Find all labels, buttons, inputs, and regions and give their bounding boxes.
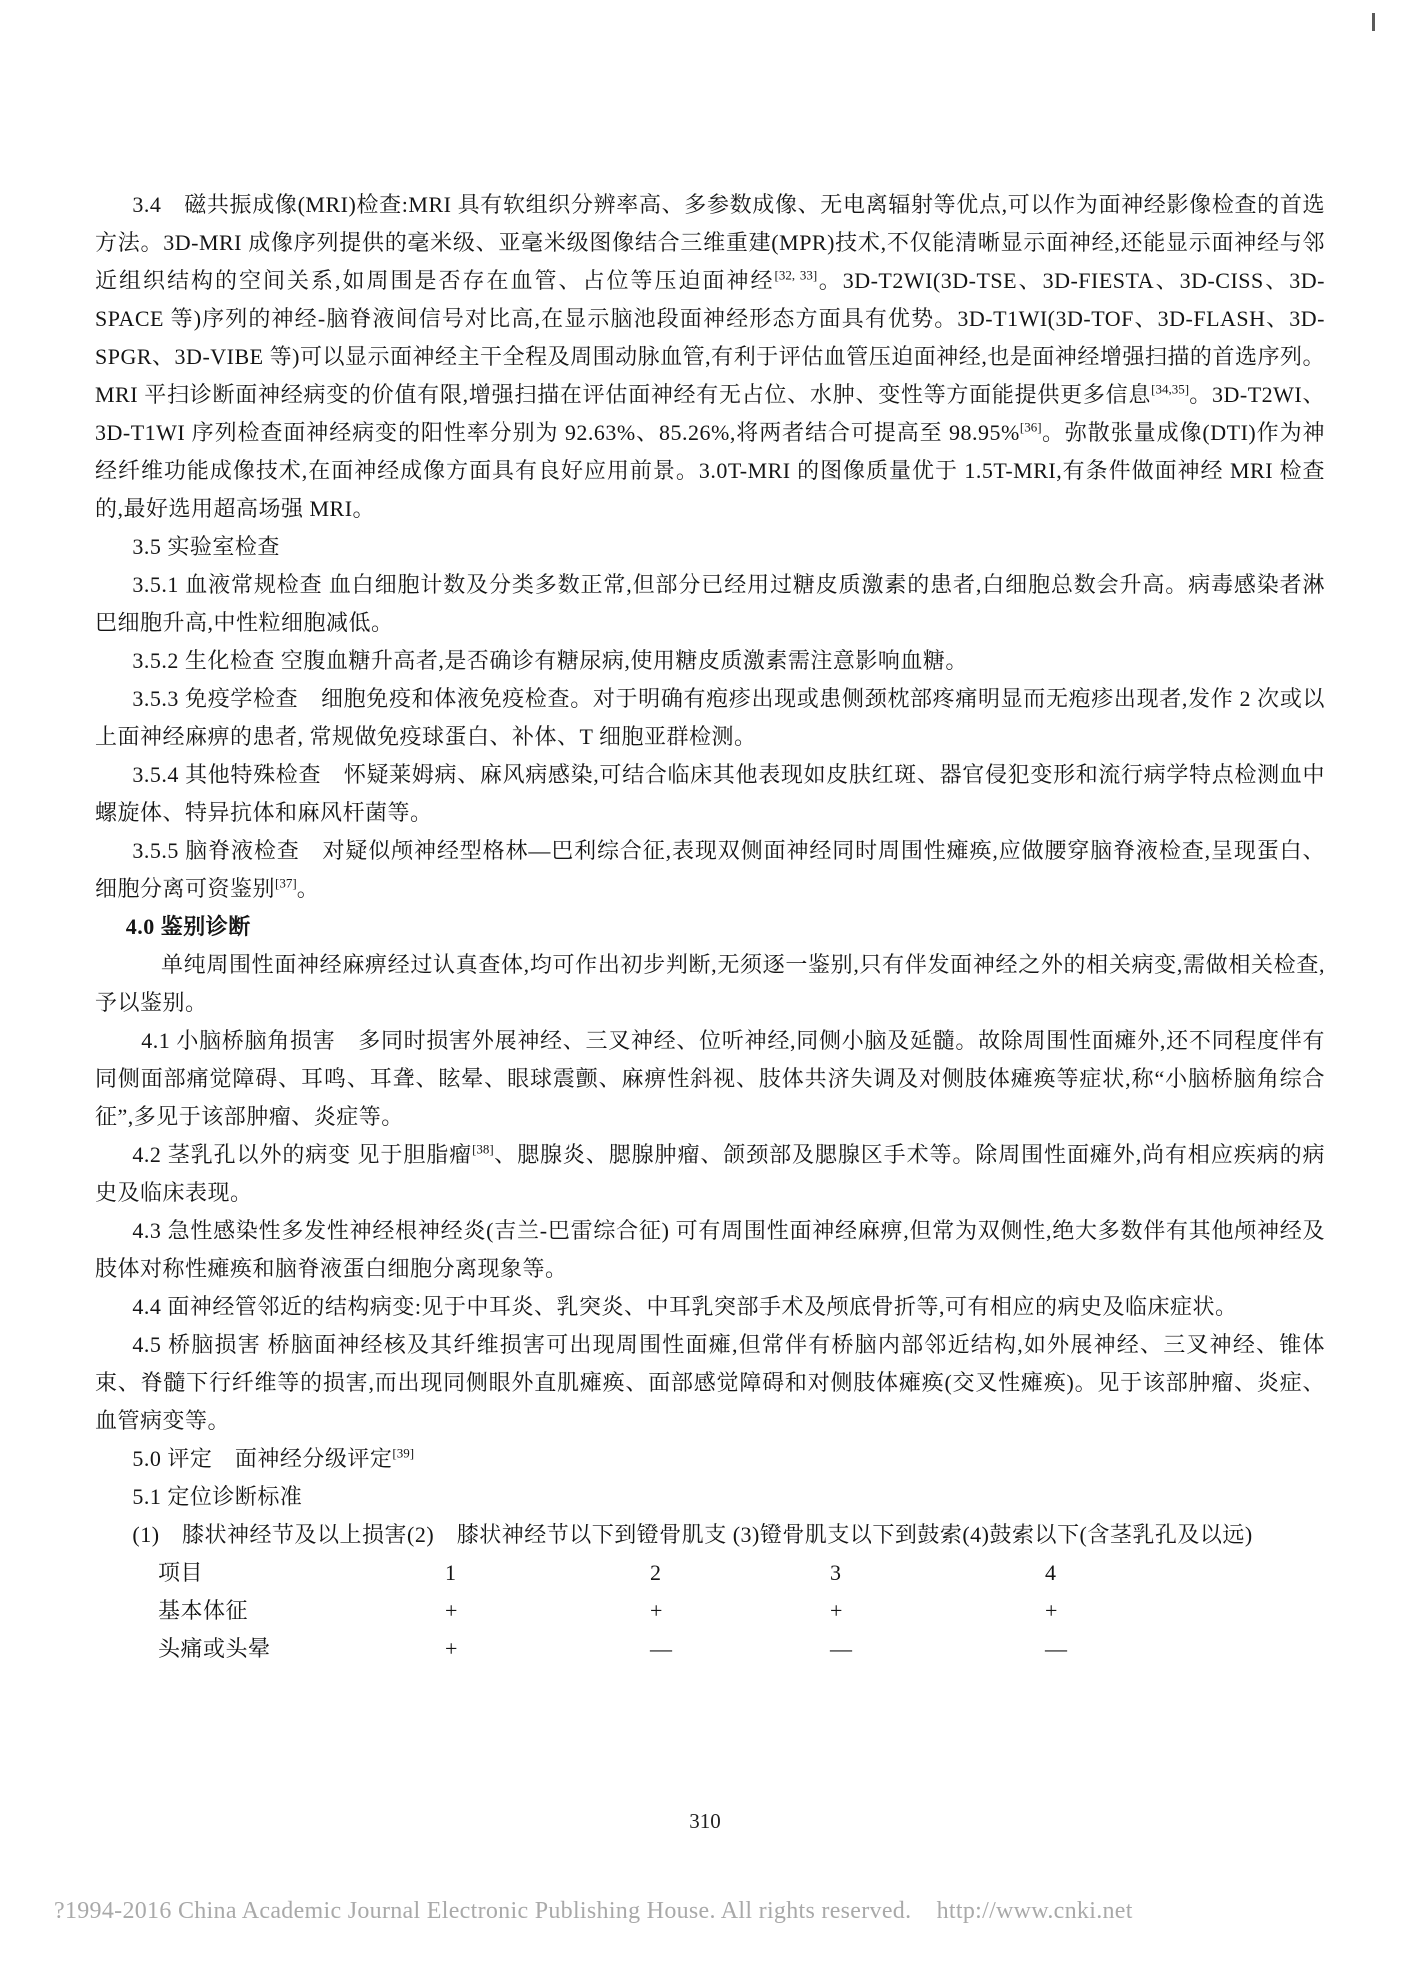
text-run: 4.5 桥脑损害 桥脑面神经核及其纤维损害可出现周围性面瘫,但常伴有桥脑内部邻近结构,如外展神经、三叉神经、锥体束、脊髓下行纤维等的损害,而出现同侧眼外直肌瘫痪、面部感觉障碍和对侧肢体瘫痪(交叉性瘫痪)。见于该部肿瘤、炎症、血管病变等。 bbox=[95, 1332, 1325, 1433]
page-number: 310 bbox=[689, 1809, 721, 1833]
text-run: 4.2 茎乳孔以外的病变 见于胆脂瘤 bbox=[132, 1142, 473, 1167]
table-header-col2: 2 bbox=[650, 1560, 662, 1585]
text-run: 3.5.2 生化检查 空腹血糖升高者,是否确诊有糖尿病,使用糖皮质激素需注意影响血糖。 bbox=[132, 648, 968, 673]
para-4-3-gbs bbox=[95, 1212, 1325, 1288]
table-row-0-col0: 基本体征 bbox=[158, 1598, 249, 1623]
table-row-1-col0: 头痛或头晕 bbox=[158, 1636, 271, 1661]
text-run: 5.1 定位诊断标准 bbox=[132, 1484, 303, 1509]
text-run: 3.5.4 其他特殊检查 怀疑莱姆病、麻风病感染,可结合临床其他表现如皮肤红斑、器官侵犯变形和流行病学特点检测血中螺旋体、特异抗体和麻风杆菌等。 bbox=[95, 762, 1325, 825]
para-3-5-4-special bbox=[95, 756, 1325, 832]
table-header-col0: 项目 bbox=[158, 1560, 204, 1585]
text-run: 3.5 实验室检查 bbox=[132, 534, 280, 559]
table-row-0-col2: + bbox=[650, 1598, 663, 1623]
para-3-4-mri bbox=[95, 186, 1325, 528]
text-run: 5.0 评定 面神经分级评定 bbox=[132, 1446, 393, 1471]
copyright-footer: ?1994-2016 China Academic Journal Electronic Publishing House. All rights reserved. http://www.cnki.net bbox=[54, 1898, 1133, 1924]
text-run: 4.0 鉴别诊断 bbox=[125, 914, 251, 939]
table-row-1-col2: — bbox=[650, 1636, 673, 1661]
para-4-0-intro bbox=[95, 946, 1325, 1022]
citation-ref: [39] bbox=[392, 1445, 415, 1461]
text-run: 。弥散张量成像(DTI)作为神经纤维功能成像技术,在面神经成像方面具有良好应用前景。3.0T-MRI 的图像质量优于 1.5T-MRI,有条件做面神经 MRI 检查的,最好选用超高场强 MRI。 bbox=[95, 420, 1325, 521]
document-body bbox=[95, 186, 1325, 1668]
para-4-2-stylomastoid bbox=[95, 1136, 1325, 1212]
citation-ref: [38] bbox=[472, 1141, 494, 1157]
text-run: 4.3 急性感染性多发性神经根神经炎(吉兰-巴雷综合征) 可有周围性面神经麻痹,但常为双侧性,绝大多数伴有其他颅神经及肢体对称性瘫痪和脑脊液蛋白细胞分离现象等。 bbox=[95, 1218, 1325, 1281]
text-run: 3.5.5 脑脊液检查 对疑似颅神经型格林—巴利综合征,表现双侧面神经同时周围性瘫痪,应做腰穿脑脊液检查,呈现蛋白、细胞分离可资鉴别 bbox=[95, 838, 1325, 901]
para-4-0-heading bbox=[95, 908, 1325, 946]
para-3-5-2-biochem bbox=[95, 642, 1325, 680]
text-run: 3.5.3 免疫学检查 细胞免疫和体液免疫检查。对于明确有疱疹出现或患侧颈枕部疼痛明显而无疱疹出现者,发作 2 次或以上面神经麻痹的患者, 常规做免疫球蛋白、补体、T 细胞亚群检测。 bbox=[95, 686, 1325, 749]
para-3-5-heading bbox=[95, 528, 1325, 566]
text-run: 。3D-T2WI、3D-T1WI 序列检查面神经病变的阳性率分别为 92.63%、85.26%,将两者结合可提高至 98.95% bbox=[95, 382, 1325, 445]
text-run: (1) 膝状神经节及以上损害(2) 膝状神经节以下到镫骨肌支 (3)镫骨肌支以下到鼓索(4)鼓索以下(含茎乳孔及以远) bbox=[132, 1522, 1253, 1547]
scan-artifact-mark bbox=[1372, 13, 1375, 31]
text-run: 单纯周围性面神经麻痹经过认真查体,均可作出初步判断,无须逐一鉴别,只有伴发面神经之外的相关病变,需做相关检查,予以鉴别。 bbox=[95, 952, 1325, 1015]
text-run: 3.5.1 血液常规检查 血白细胞计数及分类多数正常,但部分已经用过糖皮质激素的患者,白细胞总数会升高。病毒感染者淋巴细胞升高,中性粒细胞减低。 bbox=[95, 572, 1325, 635]
table-row-0-col4: + bbox=[1045, 1598, 1058, 1623]
table-header-col1: 1 bbox=[445, 1560, 457, 1585]
table-row-0-col3: + bbox=[830, 1598, 843, 1623]
table-row-0-col1: + bbox=[445, 1598, 458, 1623]
para-4-4-canal bbox=[95, 1288, 1325, 1326]
table-row-1-col4: — bbox=[1045, 1636, 1068, 1661]
para-4-5-pons bbox=[95, 1326, 1325, 1440]
para-4-1-cpa bbox=[95, 1022, 1325, 1136]
text-run: 、腮腺炎、腮腺肿瘤、颌颈部及腮腺区手术等。除周围性面瘫外,尚有相应疾病的病史及临床表现。 bbox=[95, 1142, 1325, 1205]
citation-ref: [34,35] bbox=[1151, 381, 1190, 397]
table-header-col3: 3 bbox=[830, 1560, 842, 1585]
table-row-1-col1: + bbox=[445, 1636, 458, 1661]
para-3-5-3-immunology bbox=[95, 680, 1325, 756]
citation-ref: [32, 33] bbox=[774, 267, 818, 283]
table-row-1-col3: — bbox=[830, 1636, 853, 1661]
text-run: 3.4 磁共振成像(MRI)检查:MRI 具有软组织分辨率高、多参数成像、无电离辐射等优点,可以作为面神经影像检查的首选方法。3D-MRI 成像序列提供的毫米级、亚毫米级图像结合三维重建(MPR)技术,不仅能清晰显示面神经,还能显示面神经与邻近组织结构的空间关系,如周围是否存在血管、占位等压迫面神经 bbox=[95, 192, 1325, 293]
citation-ref: [36] bbox=[1019, 419, 1042, 435]
para-3-5-1-blood bbox=[95, 566, 1325, 642]
text-run: 4.1 小脑桥脑角损害 多同时损害外展神经、三叉神经、位听神经,同侧小脑及延髓。故除周围性面瘫外,还不同程度伴有同侧面部痛觉障碍、耳鸣、耳聋、眩晕、眼球震颤、麻痹性斜视、肢体共济失调及对侧肢体瘫痪等症状,称“小脑桥脑角综合征”,多见于该部肿瘤、炎症等。 bbox=[95, 1028, 1325, 1129]
text-run: 。3D-T2WI(3D-TSE、3D-FIESTA、3D-CISS、3D-SPACE 等)序列的神经-脑脊液间信号对比高,在显示脑池段面神经形态方面具有优势。3D-T1WI(3D-TOF、3D-FLASH、3D-SPGR、3D-VIBE 等)可以显示面神经主干全程及周围动脉血管,有利于评估血管压迫面神经,也是面神经增强扫描的首选序列。MRI 平扫诊断面神经病变的价值有限,增强扫描在评估面神经有无占位、水肿、变性等方面能提供更多信息 bbox=[95, 268, 1325, 407]
text-run: 。 bbox=[296, 876, 320, 901]
table-header-col4: 4 bbox=[1045, 1560, 1057, 1585]
para-5-0-rating bbox=[95, 1440, 1325, 1478]
citation-ref: [37] bbox=[275, 875, 297, 891]
para-5-1-levels bbox=[95, 1516, 1325, 1554]
para-3-5-5-csf bbox=[95, 832, 1325, 908]
para-5-1-heading bbox=[95, 1478, 1325, 1516]
localization-table bbox=[158, 1554, 1325, 1668]
text-run: 4.4 面神经管邻近的结构病变:见于中耳炎、乳突炎、中耳乳突部手术及颅底骨折等,可有相应的病史及临床症状。 bbox=[132, 1294, 1238, 1319]
